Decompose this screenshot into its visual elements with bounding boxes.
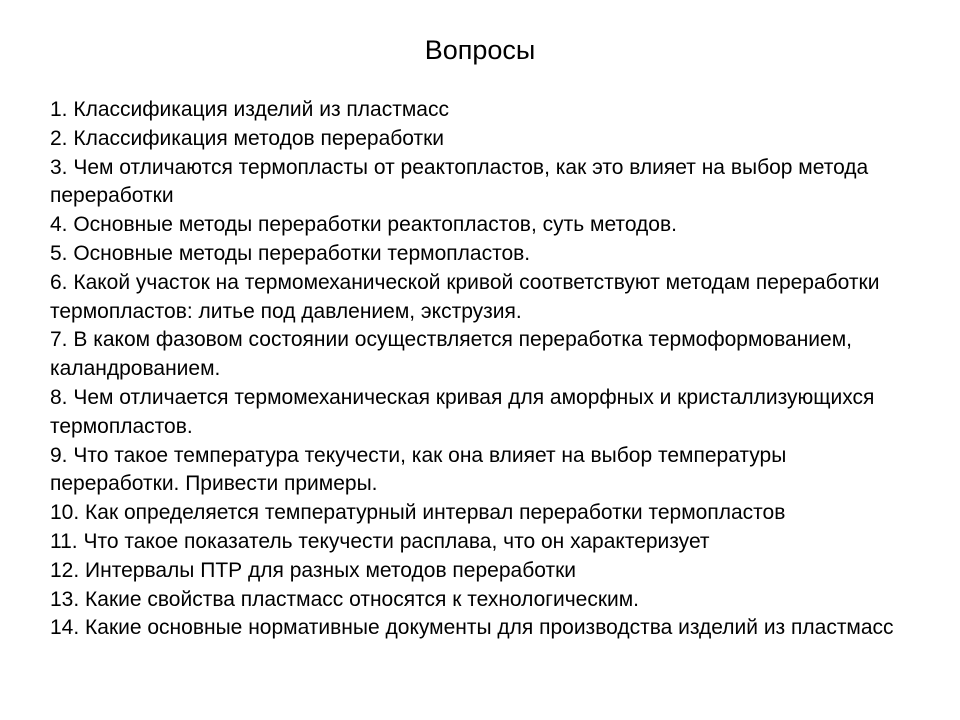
question-item: 5. Основные методы переработки термопластов. [50,241,531,265]
question-item: 7. В каком фазовом состоянии осуществляется переработка термоформованием, каландрованием. [50,328,852,381]
question-list [50,96,920,643]
slide-title: Вопросы [424,35,536,65]
question-item: 6. Какой участок на термомеханической кривой соответствуют методам переработки термопластов: литье под давлением, экструзия. [50,270,880,323]
question-item: 4. Основные методы переработки реактопластов, суть методов. [50,213,677,237]
question-item: 8. Чем отличается термомеханическая кривая для аморфных и кристаллизующихся термопластов. [50,385,875,438]
question-item: 11. Что такое показатель текучести расплава, что он характеризует [50,529,710,553]
question-item: 13. Какие свойства пластмасс относятся к технологическим. [50,587,640,611]
question-item: 9. Что такое температура текучести, как она влияет на выбор температуры переработки. Привести примеры. [50,443,787,496]
question-item: 2. Классификация методов переработки [50,126,445,150]
question-item: 12. Интервалы ПТР для разных методов переработки [50,558,576,582]
question-item: 3. Чем отличаются термопласты от реактопластов, как это влияет на выбор метода переработки [50,155,869,208]
question-item: 10. Как определяется температурный интервал переработки термопластов [50,501,786,525]
question-item: 1. Классификация изделий из пластмасс [50,98,449,121]
question-item: 14. Какие основные нормативные документы для производства изделий из пластмасс [50,616,894,640]
